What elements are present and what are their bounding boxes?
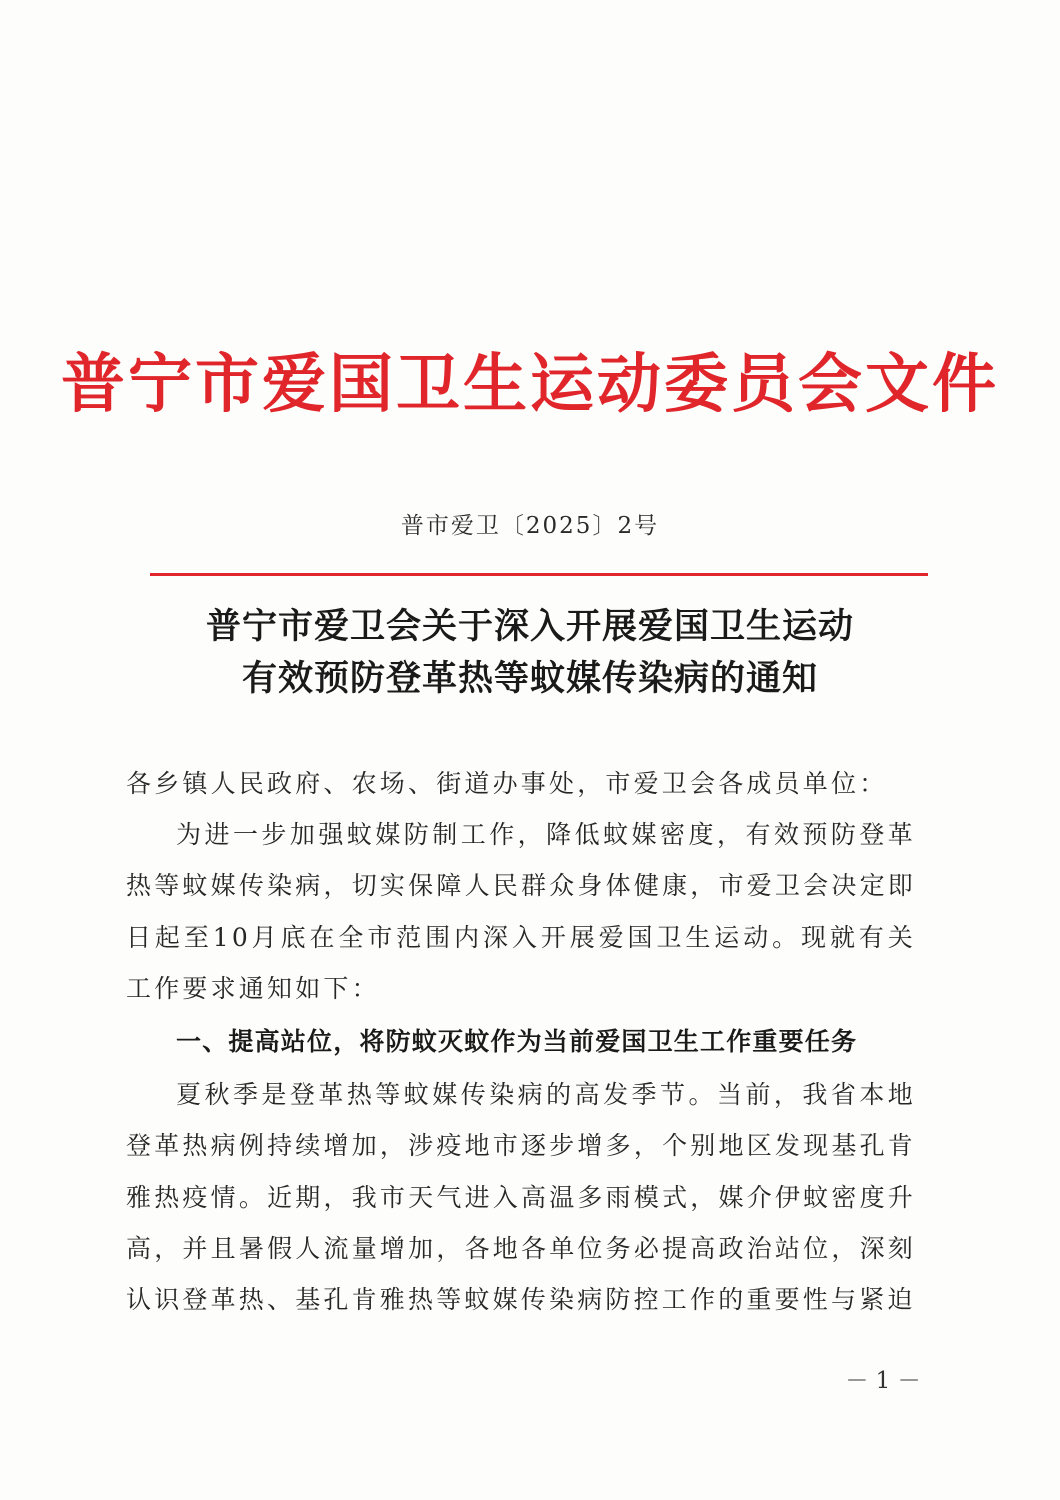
section-1-heading: 一、提高站位，将防蚊灭蚊作为当前爱国卫生工作重要任务 (176, 1027, 858, 1057)
salutation: 各乡镇人民政府、农场、街道办事处，市爱卫会各成员单位： (126, 769, 888, 798)
document-title-line-2: 有效预防登革热等蚊媒传染病的通知 (241, 658, 818, 699)
section-1-paragraph: 夏秋季是登革热等蚊媒传染病的高发季节。当前，我省本地登革热病例持续增加，涉疫地市逐步增多，个别地区发现基孔肯雅热疫情。近期，我市天气进入高温多雨模式，媒介伊蚊密度升高，并且暑假人流量增加，各地各单位务必提高政治站位，深刻认识登革热、基孔肯雅热等蚊媒传染病防控工作的重要性与紧迫 (126, 1080, 916, 1315)
document-title-line-1: 普宁市爱卫会关于深入开展爱国卫生运动 (205, 606, 854, 647)
red-separator-line (150, 573, 928, 576)
intro-paragraph: 为进一步加强蚊媒防制工作，降低蚊媒密度，有效预防登革热等蚊媒传染病，切实保障人民群众身体健康，市爱卫会决定即日起至10月底在全市范围内深入开展爱国卫生运动。现就有关工作要求通知如下： (126, 820, 916, 1003)
page-number: － 1 － (845, 1368, 921, 1394)
document-number: 普市爱卫〔2025〕2号 (400, 513, 660, 539)
document-body (126, 758, 916, 1325)
issuer-header: 普宁市爱国卫生运动委员会文件 (61, 347, 999, 422)
